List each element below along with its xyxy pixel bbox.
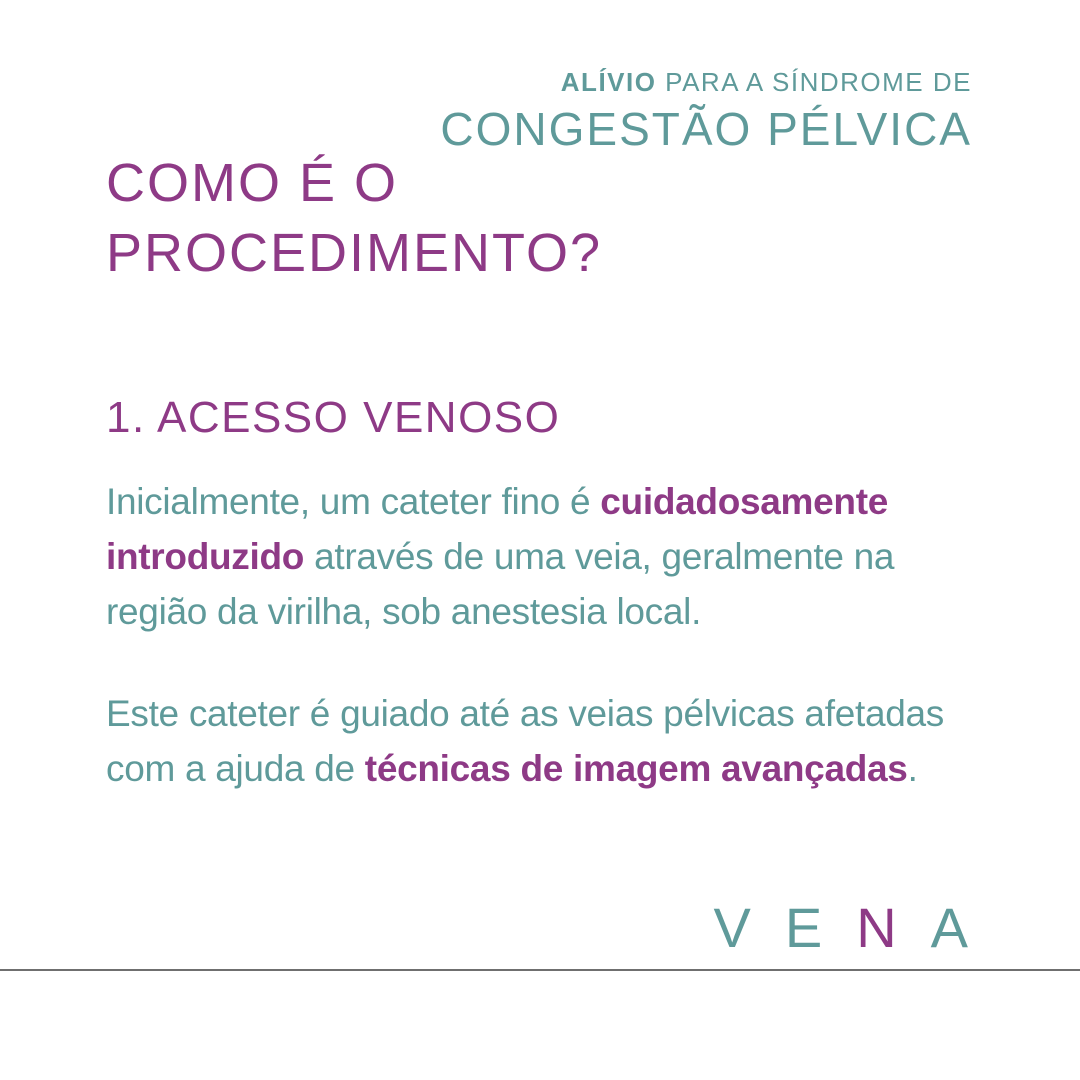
logo-letter-e: E: [784, 896, 823, 959]
paragraph-1-highlight: cuidadosamente introduzido: [106, 481, 889, 577]
paragraph-2-text-2: .: [907, 748, 918, 789]
paragraph-2-text-1: Este cateter é guiado até as veias pélvicas afetadas com a ajuda de: [106, 693, 944, 789]
tagline-bold: ALÍVIO: [560, 67, 657, 97]
tagline-line2: CONGESTÃO PÉLVICA: [440, 103, 972, 155]
page-title-line2: PROCEDIMENTO?: [106, 223, 603, 283]
bottom-divider: [0, 969, 1080, 971]
paragraph-1-text-1: Inicialmente, um cateter fino é: [106, 481, 601, 522]
section-title: 1. ACESSO VENOSO: [106, 393, 561, 442]
tagline-rest: PARA A SÍNDROME DE: [656, 67, 972, 97]
paragraph-1-text-2: através de uma veia, geralmente na região da virilha, sob anestesia local.: [106, 536, 895, 632]
logo-letter-a: A: [930, 896, 968, 959]
paragraph-2: [106, 686, 986, 796]
tagline: [440, 62, 972, 156]
logo-letter-n: N: [856, 896, 897, 959]
paragraph-1: [106, 474, 986, 639]
paragraph-2-highlight: técnicas de imagem avançadas: [364, 748, 908, 789]
page-title: [106, 148, 602, 288]
vena-logo: [713, 896, 968, 960]
page-title-line1: COMO É O: [106, 153, 399, 213]
tagline-line1: [440, 62, 972, 102]
logo-letter-v: V: [713, 896, 751, 959]
